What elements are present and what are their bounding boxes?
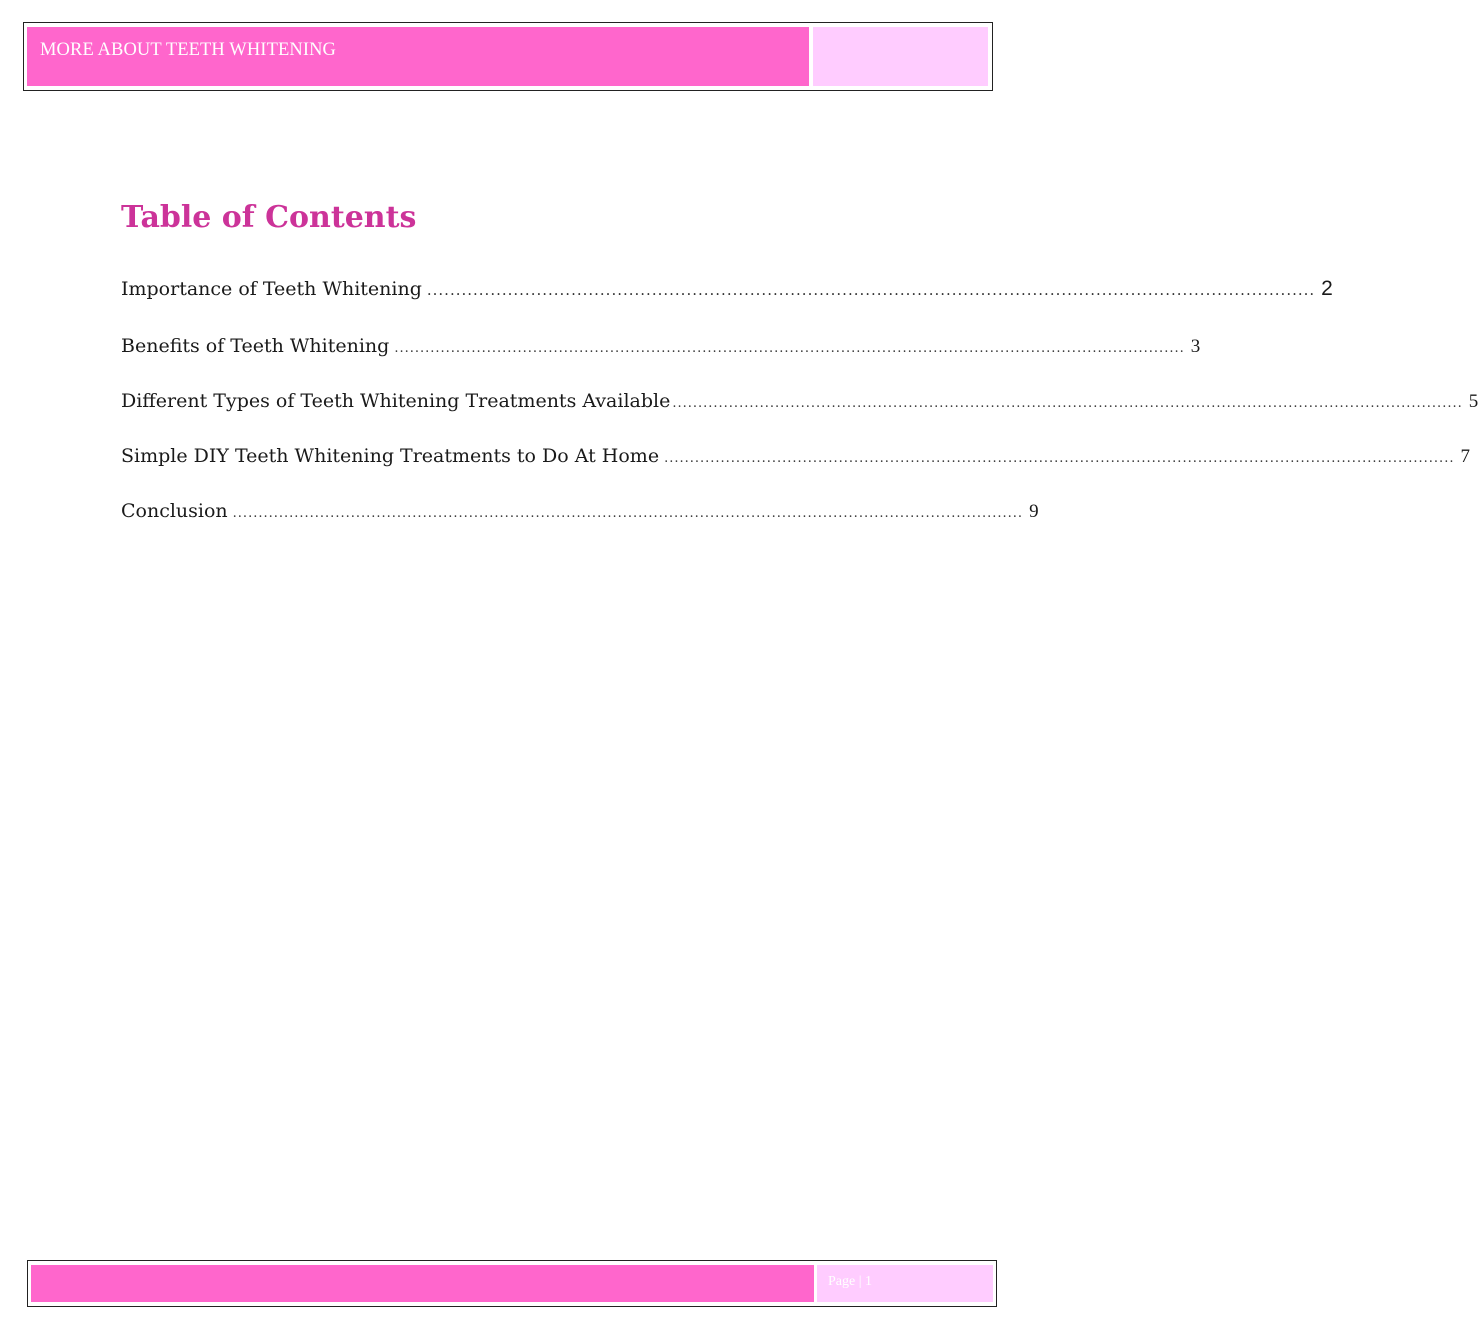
page-footer — [27, 1260, 997, 1307]
toc-entry-types[interactable] — [121, 390, 1478, 413]
toc-title: Table of Contents — [121, 200, 417, 235]
toc-entry-label: Benefits of Teeth Whitening — [121, 335, 390, 357]
toc-dot-leader: .......................................................................................................................................................... — [394, 341, 1185, 356]
toc-entry-page: 7 — [1460, 446, 1470, 467]
page-header — [23, 22, 993, 91]
header-banner — [27, 27, 809, 86]
toc-entry-page: 9 — [1029, 501, 1039, 522]
header-title: MORE ABOUT TEETH WHITENING — [40, 40, 337, 60]
toc-entry-label: Importance of Teeth Whitening — [121, 278, 422, 300]
toc-dot-leader: .......................................................................................................................................................... — [232, 506, 1024, 521]
toc-entry-label: Different Types of Teeth Whitening Treatments Available — [121, 390, 671, 412]
footer-banner — [31, 1265, 814, 1302]
footer-page-number: Page | 1 — [828, 1274, 873, 1289]
toc-entry-diy[interactable] — [121, 445, 1470, 468]
toc-entry-conclusion[interactable] — [121, 500, 1039, 523]
toc-dot-leader: .......................................................................................................................................................... — [672, 396, 1463, 411]
toc-dot-leader: .......................................................................................................................................................... — [426, 281, 1316, 299]
toc-entry-label: Simple DIY Teeth Whitening Treatments to Do At Home — [121, 445, 660, 467]
toc-entry-importance[interactable] — [121, 277, 1333, 301]
toc-entry-page: 3 — [1190, 336, 1201, 357]
toc-entry-label: Conclusion — [121, 500, 228, 522]
header-side-panel — [813, 27, 988, 86]
toc-dot-leader: .......................................................................................................................................................... — [664, 451, 1455, 466]
toc-entry-page: 2 — [1321, 277, 1333, 300]
toc-entry-page: 5 — [1468, 391, 1478, 412]
footer-side-panel — [817, 1265, 993, 1302]
toc-entry-benefits[interactable] — [121, 335, 1201, 358]
